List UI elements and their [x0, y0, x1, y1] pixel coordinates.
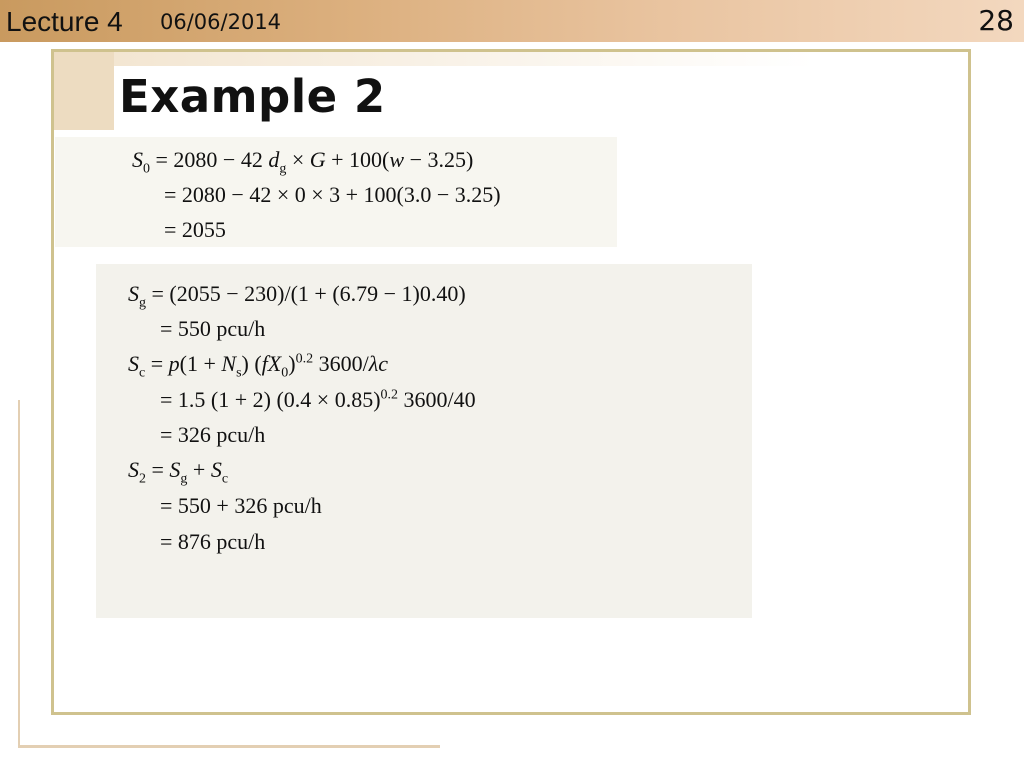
equation-line: = 550 + 326 pcu/h — [160, 493, 322, 518]
frame-corner-accent — [54, 52, 114, 130]
equation-line: = 2055 — [164, 217, 226, 242]
equation-line: $S_2 = S_g + S_c$ — [128, 457, 229, 487]
equation-line: = 550 pcu/h — [160, 316, 266, 341]
equation-line: = 876 pcu/h — [160, 529, 266, 554]
header-bar — [0, 0, 1024, 42]
decorative-vertical-line — [18, 400, 20, 748]
frame-top-band — [114, 52, 814, 66]
slide-title: Example 2 — [119, 70, 386, 123]
decorative-horizontal-line — [18, 745, 440, 748]
equation-line: = 1.5 (1 + 2) $(0.4 \times 0.85)^{0.2}$ 3600/40 — [160, 387, 476, 412]
equation-line: = 326 pcu/h — [160, 422, 266, 447]
equation-line: $S_c = p(1 + N_s)$ $(fX_0)^{0.2}$ 3600/λc — [128, 351, 388, 381]
equation-line: = 2080 − 42 × 0 × 3 + 100(3.0 − 3.25) — [164, 182, 501, 207]
date-label: 06/06/2014 — [160, 10, 282, 34]
lecture-label: Lecture 4 — [6, 6, 123, 37]
page-number: 28 — [978, 4, 1014, 37]
equation-line: $S_0 = 2080 - 42$ $d_g \times G + 100(w - 3.25)$ — [132, 147, 474, 177]
equation-line: $S_g = (2055 - 230)/(1 + (6.79 - 1)0.40)$ — [128, 281, 466, 311]
